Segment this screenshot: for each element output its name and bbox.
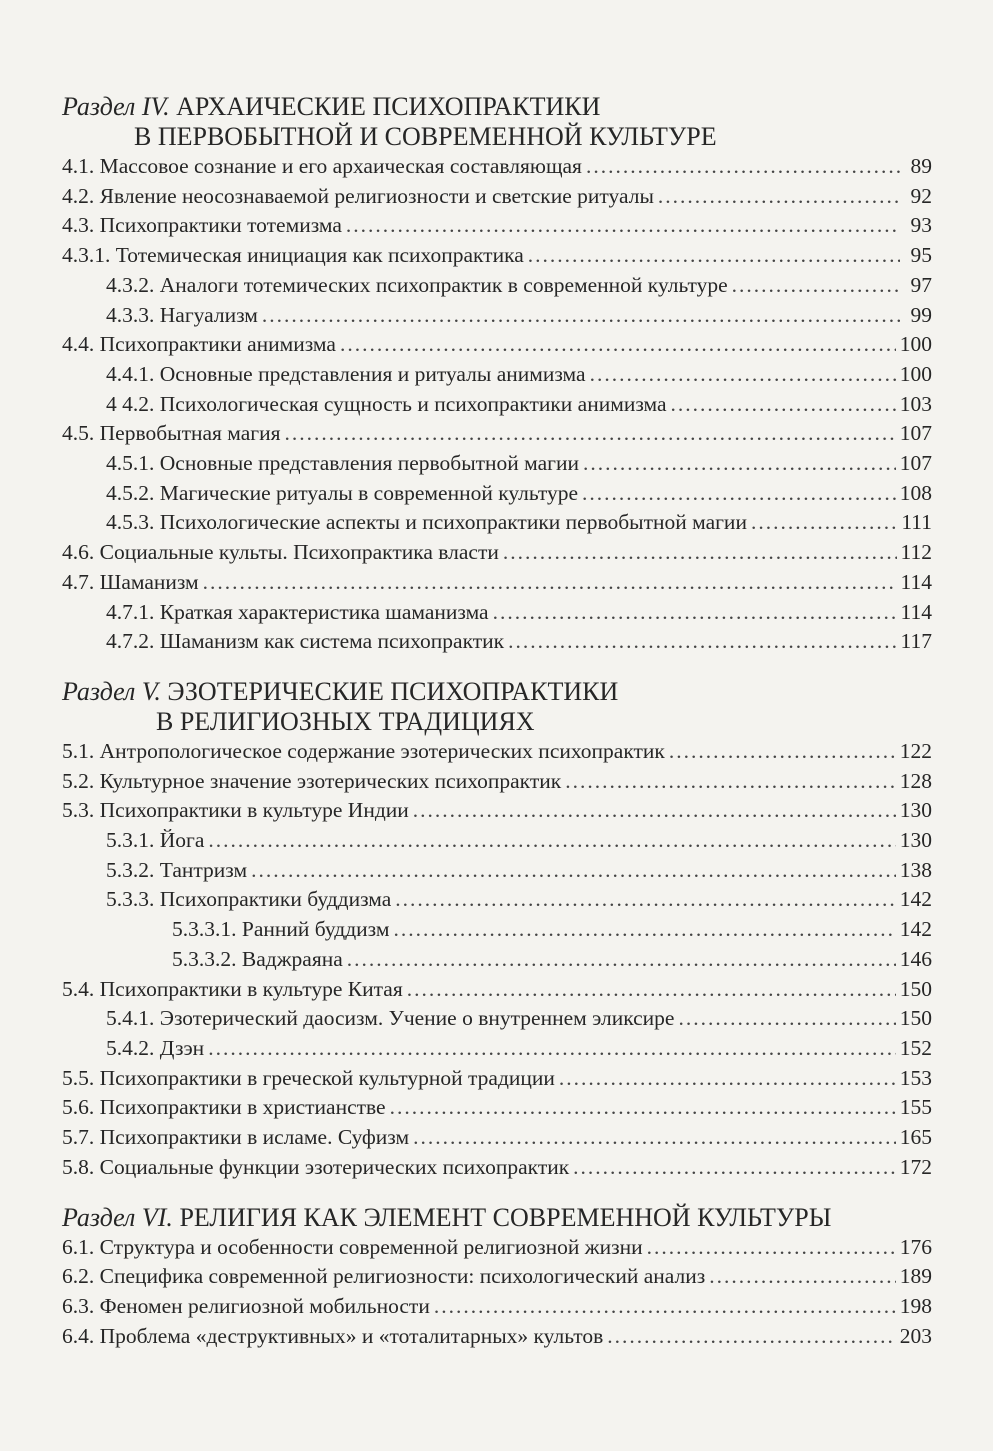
toc-entry-title: 4.2. Явление неосознаваемой религиозности и светские ритуалы — [62, 183, 654, 208]
toc-entry[interactable] — [62, 1123, 932, 1153]
toc-page-number: 130 — [899, 798, 932, 823]
toc-entry-title: 6.3. Феномен религиозной мобильности — [62, 1293, 430, 1318]
toc-entry-title: 4 4.2. Психологическая сущность и психопрактики анимизма — [106, 391, 667, 416]
section-title — [62, 1203, 932, 1233]
dot-leader — [565, 767, 896, 797]
section-title-line1: АРХАИЧЕСКИЕ ПСИХОПРАКТИКИ — [176, 92, 601, 121]
toc-entry[interactable] — [62, 885, 932, 915]
toc-page-number: 114 — [900, 599, 932, 624]
toc-section — [62, 677, 932, 1183]
toc-page-number: 92 — [910, 183, 932, 208]
toc-entry[interactable] — [62, 598, 932, 628]
toc-entry[interactable] — [62, 271, 932, 301]
toc-entry[interactable] — [62, 508, 932, 538]
toc-page-number: 155 — [899, 1095, 932, 1120]
section-title-line2: В РЕЛИГИОЗНЫХ ТРАДИЦИЯХ — [156, 706, 535, 736]
toc-entry[interactable] — [62, 330, 932, 360]
toc-page-number: 150 — [899, 976, 932, 1001]
toc-entry-title: 5.4.2. Дзэн — [106, 1035, 205, 1060]
toc-page-number: 93 — [910, 213, 932, 238]
toc-section — [62, 1203, 932, 1352]
section-title — [62, 677, 932, 737]
toc-page-number: 203 — [899, 1323, 932, 1348]
toc-entry[interactable] — [62, 241, 932, 271]
toc-page-number: 198 — [899, 1293, 932, 1318]
dot-leader — [671, 390, 896, 420]
toc-entry-title: 5.4.1. Эзотерический даосизм. Учение о внутреннем эликсире — [106, 1006, 675, 1031]
section-title-line2: В ПЕРВОБЫТНОЙ И СОВРЕМЕННОЙ КУЛЬТУРЕ — [134, 122, 717, 151]
section-label: Раздел VI. — [62, 1202, 173, 1232]
toc-entry-title: 4.3.3. Нагуализм — [106, 302, 258, 327]
toc-entry[interactable] — [62, 211, 932, 241]
toc-entry-title: 6.2. Специфика современной религиозности: психологический анализ — [62, 1264, 706, 1289]
toc-entry-title: 5.3.1. Йога — [106, 828, 205, 853]
toc-entry-title: 5.3.3.2. Ваджраяна — [172, 946, 343, 971]
dot-leader — [528, 241, 900, 271]
toc-entry[interactable] — [62, 915, 932, 945]
dot-leader — [413, 796, 896, 826]
dot-leader — [203, 568, 897, 598]
toc-page-number: 100 — [899, 332, 932, 357]
toc-entry-title: 4.4. Психопрактики анимизма — [62, 332, 336, 357]
dot-leader — [208, 826, 895, 856]
toc-entry[interactable] — [62, 826, 932, 856]
toc-page-number: 128 — [899, 768, 932, 793]
toc-entry[interactable] — [62, 945, 932, 975]
toc-entry[interactable] — [62, 1322, 932, 1352]
dot-leader — [669, 737, 896, 767]
toc-page — [62, 92, 932, 1371]
dot-leader — [508, 627, 896, 657]
toc-page-number: 117 — [900, 629, 932, 654]
toc-entry[interactable] — [62, 390, 932, 420]
dot-leader — [503, 538, 897, 568]
toc-page-number: 100 — [899, 361, 932, 386]
toc-page-number: 107 — [899, 421, 932, 446]
toc-entry-title: 4.3.1. Тотемическая инициация как психопрактика — [62, 243, 524, 268]
toc-entry-title: 4.7.1. Краткая характеристика шаманизма — [106, 599, 489, 624]
dot-leader — [285, 419, 896, 449]
toc-page-number: 142 — [899, 917, 932, 942]
toc-entry-title: 4.7. Шаманизм — [62, 569, 199, 594]
dot-leader — [493, 598, 897, 628]
toc-entry-title: 4.5.2. Магические ритуалы в современной культуре — [106, 480, 579, 505]
dot-leader — [559, 1064, 896, 1094]
toc-entry-title: 5.5. Психопрактики в греческой культурной традиции — [62, 1065, 555, 1090]
toc-page-number: 89 — [910, 154, 932, 178]
dot-leader — [573, 1153, 896, 1183]
toc-section — [62, 92, 932, 657]
dot-leader — [582, 479, 896, 509]
toc-entry-title: 5.7. Психопрактики в исламе. Суфизм — [62, 1125, 410, 1150]
toc-entry[interactable] — [62, 737, 932, 767]
toc-page-number: 112 — [900, 540, 932, 565]
toc-page-number: 107 — [899, 451, 932, 476]
toc-page-number: 165 — [899, 1125, 932, 1150]
toc-entry-title: 5.6. Психопрактики в христианстве — [62, 1095, 386, 1120]
toc-entry[interactable] — [62, 182, 932, 212]
toc-entry[interactable] — [62, 301, 932, 331]
toc-page-number: 138 — [899, 857, 932, 882]
toc-entry-title: 5.3.3.1. Ранний буддизм — [172, 917, 390, 942]
dot-leader — [393, 915, 895, 945]
dot-leader — [583, 449, 896, 479]
toc-entry[interactable] — [62, 1292, 932, 1322]
toc-entry-title: 5.3.3. Психопрактики буддизма — [106, 887, 392, 912]
toc-entry[interactable] — [62, 449, 932, 479]
toc-page-number: 114 — [900, 569, 932, 594]
toc-page-number: 122 — [899, 738, 932, 763]
dot-leader — [586, 152, 900, 182]
section-title — [62, 92, 932, 152]
dot-leader — [647, 1233, 896, 1263]
toc-entry[interactable] — [62, 538, 932, 568]
toc-entry-title: 4.5. Первобытная магия — [62, 421, 281, 446]
toc-entry[interactable] — [62, 479, 932, 509]
toc-entry[interactable] — [62, 627, 932, 657]
dot-leader — [732, 271, 900, 301]
dot-leader — [346, 211, 900, 241]
toc-entry-title: 6.1. Структура и особенности современной религиозной жизни — [62, 1234, 643, 1259]
toc-entry-title: 4.7.2. Шаманизм как система психопрактик — [106, 629, 505, 654]
toc-page-number: 108 — [899, 480, 932, 505]
dot-leader — [678, 1004, 895, 1034]
dot-leader — [751, 508, 897, 538]
toc-entry-title: 4.6. Социальные культы. Психопрактика власти — [62, 540, 499, 565]
toc-page-number: 97 — [910, 272, 932, 297]
dot-leader — [262, 301, 900, 331]
toc-entry[interactable] — [62, 1064, 932, 1094]
dot-leader — [208, 1034, 896, 1064]
toc-page-number: 95 — [910, 243, 932, 268]
toc-entry-title: 5.8. Социальные функции эзотерических психопрактик — [62, 1154, 570, 1179]
toc-entry-title: 4.5.1. Основные представления первобытной магии — [106, 451, 580, 476]
toc-page-number: 130 — [899, 828, 932, 853]
toc-entry-title: 6.4. Проблема «деструктивных» и «тоталитарных» культов — [62, 1323, 604, 1348]
toc-entry-title: 4.1. Массовое сознание и его архаическая составляющая — [62, 154, 582, 178]
toc-entry[interactable] — [62, 360, 932, 390]
toc-entry[interactable] — [62, 856, 932, 886]
toc-entry[interactable] — [62, 1233, 932, 1263]
toc-entry[interactable] — [62, 767, 932, 797]
toc-entry-title: 4.5.3. Психологические аспекты и психопрактики первобытной магии — [106, 510, 747, 535]
toc-page-number: 103 — [899, 391, 932, 416]
toc-page-number: 111 — [901, 510, 932, 535]
toc-entry-title: 4.3. Психопрактики тотемизма — [62, 213, 342, 238]
toc-page-number: 146 — [899, 946, 932, 971]
toc-entry[interactable] — [62, 568, 932, 598]
dot-leader — [658, 182, 900, 212]
dot-leader — [709, 1262, 896, 1292]
section-title-line1: ЭЗОТЕРИЧЕСКИЕ ПСИХОПРАКТИКИ — [167, 676, 619, 706]
table-of-contents — [62, 92, 932, 1351]
toc-page-number: 189 — [899, 1264, 932, 1289]
toc-page-number: 142 — [899, 887, 932, 912]
toc-entry-title: 5.3.2. Тантризм — [106, 857, 248, 882]
dot-leader — [340, 330, 896, 360]
dot-leader — [390, 1093, 896, 1123]
toc-page-number: 152 — [899, 1035, 932, 1060]
toc-page-number: 150 — [899, 1006, 932, 1031]
dot-leader — [590, 360, 896, 390]
toc-entry-title: 5.4. Психопрактики в культуре Китая — [62, 976, 403, 1001]
toc-entry[interactable] — [62, 152, 932, 182]
toc-entry-title: 4.4.1. Основные представления и ритуалы анимизма — [106, 361, 586, 386]
toc-entry-title: 5.3. Психопрактики в культуре Индии — [62, 798, 409, 823]
dot-leader — [607, 1322, 896, 1352]
dot-leader — [434, 1292, 896, 1322]
dot-leader — [395, 885, 895, 915]
toc-entry[interactable] — [62, 796, 932, 826]
toc-entry-title: 5.1. Антропологическое содержание эзотерических психопрактик — [62, 738, 665, 763]
toc-entry[interactable] — [62, 1153, 932, 1183]
toc-entry[interactable] — [62, 1034, 932, 1064]
toc-entry-title: 4.3.2. Аналоги тотемических психопрактик в современной культуре — [106, 272, 728, 297]
section-title-line1: РЕЛИГИЯ КАК ЭЛЕМЕНТ СОВРЕМЕННОЙ КУЛЬТУРЫ — [179, 1202, 832, 1232]
dot-leader — [407, 975, 896, 1005]
toc-page-number: 99 — [910, 302, 932, 327]
toc-entry[interactable] — [62, 419, 932, 449]
toc-entry[interactable] — [62, 1004, 932, 1034]
section-label: Раздел IV. — [62, 92, 170, 121]
dot-leader — [251, 856, 896, 886]
toc-page-number: 172 — [899, 1154, 932, 1179]
toc-entry[interactable] — [62, 1093, 932, 1123]
toc-page-number: 176 — [899, 1234, 932, 1259]
toc-page-number: 153 — [899, 1065, 932, 1090]
section-label: Раздел V. — [62, 676, 161, 706]
dot-leader — [347, 945, 896, 975]
toc-entry[interactable] — [62, 1262, 932, 1292]
toc-entry-title: 5.2. Культурное значение эзотерических психопрактик — [62, 768, 562, 793]
dot-leader — [413, 1123, 896, 1153]
toc-entry[interactable] — [62, 975, 932, 1005]
